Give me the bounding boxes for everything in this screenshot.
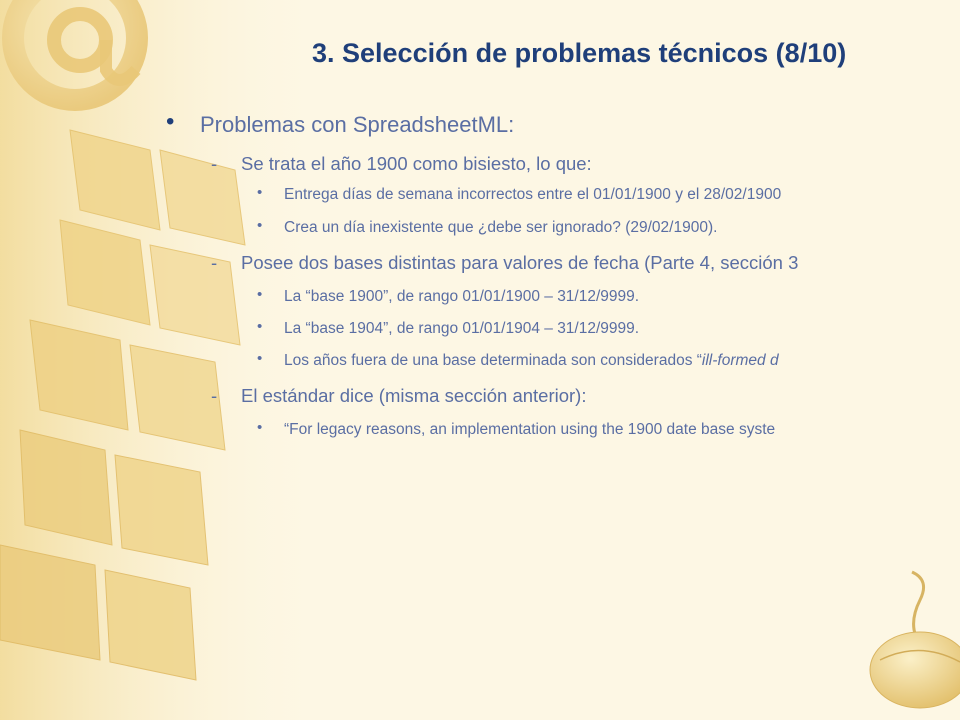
point-2-text: Posee dos bases distintas para valores de fecha (Parte 4, sección 3 xyxy=(241,252,799,273)
point-3 xyxy=(211,385,587,407)
point-1-text: Se trata el año 1900 como bisiesto, lo que: xyxy=(241,153,592,174)
sub-text-prefix: Los años fuera de una base determinada son considerados “ xyxy=(284,352,702,369)
sub-text: “For legacy reasons, an implementation using the 1900 date base syste xyxy=(284,421,776,438)
point-2 xyxy=(211,252,799,274)
sub-text: La “base 1900”, de rango 01/01/1900 – 31/12/9999. xyxy=(284,288,640,305)
sub-bullet-icon: • xyxy=(257,217,263,234)
point-1-sub-1 xyxy=(257,184,782,204)
sub-text-italic: ill-formed d xyxy=(701,352,779,369)
point-1-sub-2 xyxy=(257,217,718,237)
dash-icon: - xyxy=(211,252,218,273)
slide-title: 3. Selección de problemas técnicos (8/10) xyxy=(312,38,847,68)
sub-text: Crea un día inexistente que ¿debe ser ignorado? (29/02/1900). xyxy=(284,219,718,236)
sub-bullet-icon: • xyxy=(257,184,263,201)
point-3-sub-1 xyxy=(257,419,776,439)
sub-bullet-icon: • xyxy=(257,350,263,367)
bullet-icon: • xyxy=(166,108,175,135)
sub-text: La “base 1904”, de rango 01/01/1904 – 31/12/9999. xyxy=(284,320,640,337)
sub-text: Entrega días de semana incorrectos entre el 01/01/1900 y el 28/02/1900 xyxy=(284,186,782,203)
point-1 xyxy=(211,153,592,175)
sub-bullet-icon: • xyxy=(257,419,263,436)
sub-bullet-icon: • xyxy=(257,286,263,303)
dash-icon: - xyxy=(211,153,218,174)
sub-bullet-icon: • xyxy=(257,318,263,335)
point-2-sub-3 xyxy=(257,350,779,370)
point-3-text: El estándar dice (misma sección anterior): xyxy=(241,385,587,406)
point-2-sub-2 xyxy=(257,318,640,338)
dash-icon: - xyxy=(211,385,218,406)
point-2-sub-1 xyxy=(257,286,640,306)
bullet-text: Problemas con SpreadsheetML: xyxy=(200,112,515,137)
bullet-level1 xyxy=(166,108,515,138)
